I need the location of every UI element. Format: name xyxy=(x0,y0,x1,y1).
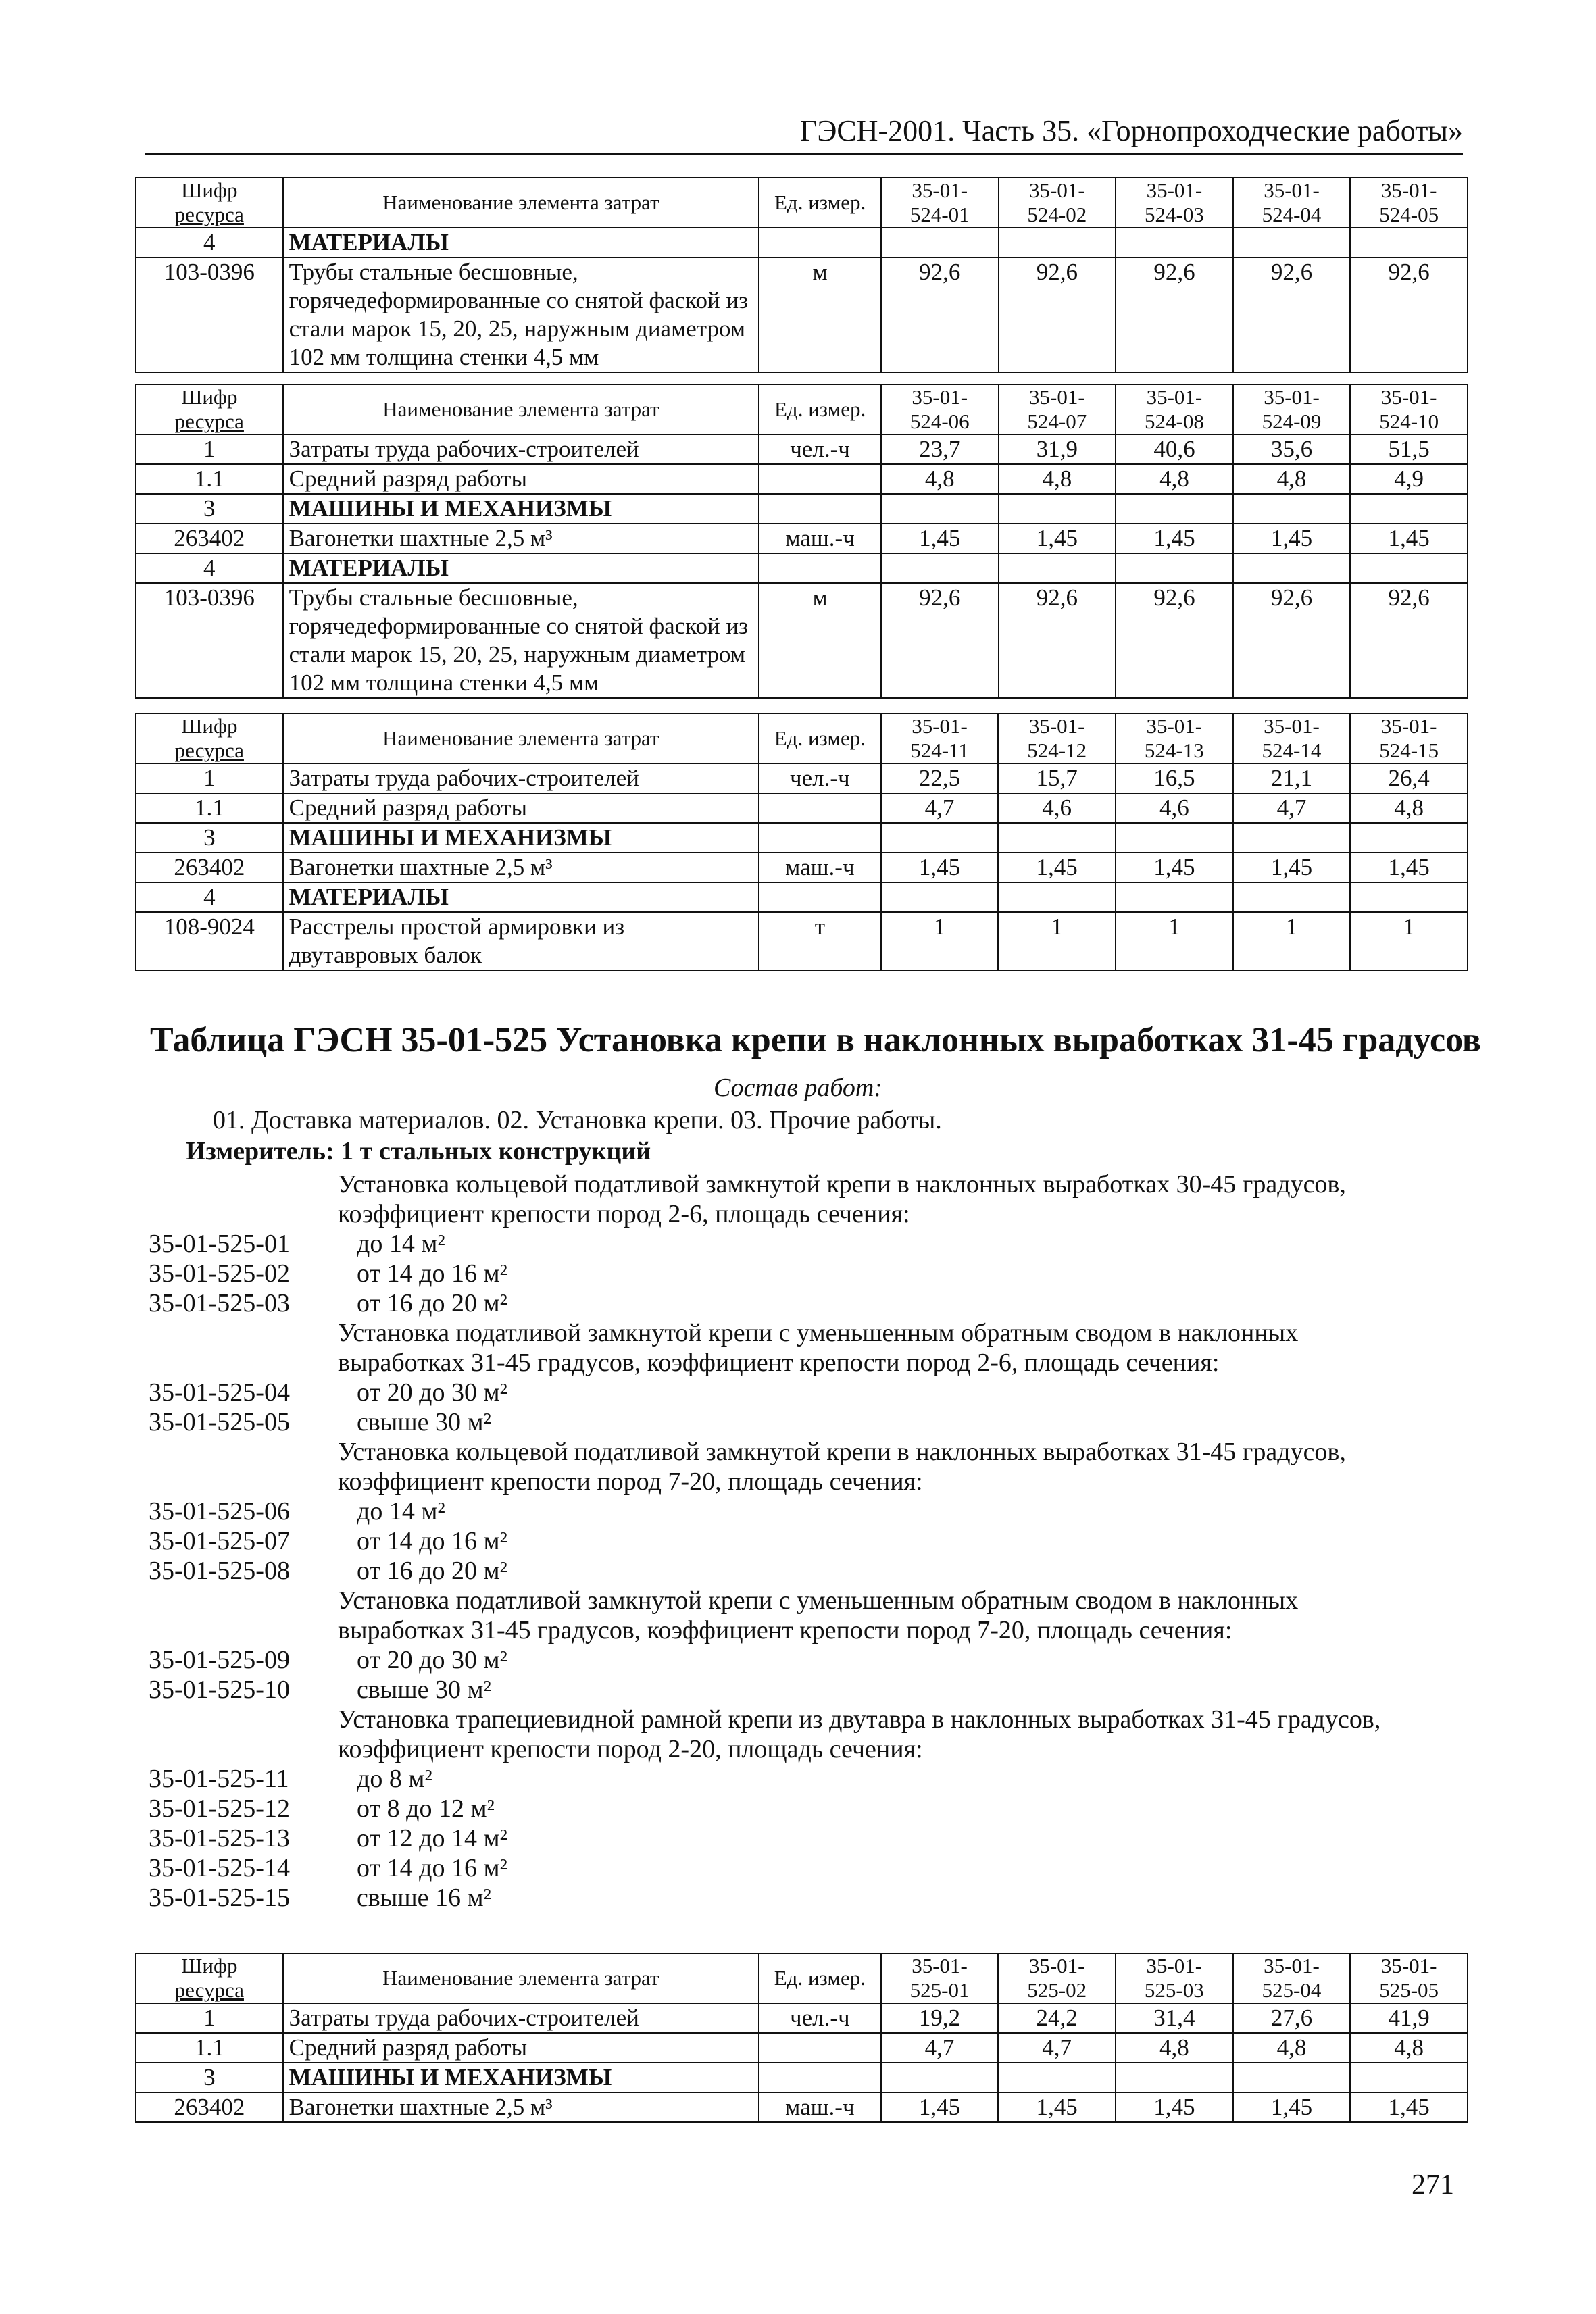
norm-value: 1 xyxy=(881,912,999,970)
norm-value: 1,45 xyxy=(1233,524,1351,553)
norm-value: 4,8 xyxy=(1116,464,1233,494)
norm-value xyxy=(881,823,999,853)
norm-value xyxy=(881,882,999,912)
col-unit: Ед. измер. xyxy=(759,384,881,434)
norm-value xyxy=(881,2063,999,2092)
norm-value: 92,6 xyxy=(1233,257,1351,372)
page-header: ГЭСН-2001. Часть 35. «Горнопроходческие работы» xyxy=(145,114,1463,155)
norm-value: 1,45 xyxy=(998,2092,1116,2122)
table-row xyxy=(136,823,1468,853)
col-norm: 35-01- 524-01 xyxy=(881,178,999,228)
group-description: коэффициент крепости пород 2-20, площадь сечения: xyxy=(338,1735,923,1763)
norm-value: 1,45 xyxy=(881,2092,999,2122)
table-row xyxy=(136,464,1468,494)
resource-name: Вагонетки шахтные 2,5 м³ xyxy=(283,524,759,553)
norm-value: 1 xyxy=(1116,912,1233,970)
col-norm: 35-01- 524-02 xyxy=(999,178,1116,228)
col-name: Наименование элемента затрат xyxy=(283,1953,759,2003)
resource-name: Затраты труда рабочих-строителей xyxy=(283,763,759,793)
norm-code: 35-01-525-05 xyxy=(149,1408,290,1436)
norm-value: 1,45 xyxy=(881,853,999,882)
norm-value: 31,9 xyxy=(999,434,1116,464)
col-code: Шифр ресурса xyxy=(136,384,283,434)
norm-value: 1,45 xyxy=(1233,853,1351,882)
norm-code: 35-01-525-15 xyxy=(149,1884,290,1912)
col-code: Шифр ресурса xyxy=(136,1953,283,2003)
resource-name: МАШИНЫ И МЕХАНИЗМЫ xyxy=(283,494,759,524)
resource-unit xyxy=(759,553,881,583)
col-norm: 35-01- 524-03 xyxy=(1116,178,1233,228)
resource-code: 3 xyxy=(136,2063,283,2092)
resource-table-1 xyxy=(135,177,1468,373)
table-row xyxy=(136,583,1468,698)
norm-value: 92,6 xyxy=(1116,257,1233,372)
resource-code: 103-0396 xyxy=(136,583,283,698)
group-description: Установка трапециевидной рамной крепи из двутавра в наклонных выработках 31-45 градусов, xyxy=(338,1705,1381,1734)
resource-table-3 xyxy=(135,713,1468,971)
norm-value xyxy=(998,823,1116,853)
norm-value: 4,7 xyxy=(1233,793,1351,823)
group-description: коэффициент крепости пород 7-20, площадь сечения: xyxy=(338,1467,923,1496)
group-description: коэффициент крепости пород 2-6, площадь сечения: xyxy=(338,1200,910,1228)
group-description: Установка кольцевой податливой замкнутой крепи в наклонных выработках 31-45 градусов, xyxy=(338,1438,1346,1466)
table-row xyxy=(136,553,1468,583)
col-code: Шифр ресурса xyxy=(136,713,283,763)
resource-name: Вагонетки шахтные 2,5 м³ xyxy=(283,853,759,882)
resource-name: Расстрелы простой армировки из двутавровых балок xyxy=(283,912,759,970)
norm-value: 51,5 xyxy=(1350,434,1468,464)
col-norm: 35-01- 524-04 xyxy=(1233,178,1351,228)
norm-value: 1 xyxy=(998,912,1116,970)
col-norm: 35-01- 524-11 xyxy=(881,713,999,763)
resource-code: 263402 xyxy=(136,2092,283,2122)
resource-unit xyxy=(759,823,881,853)
resource-unit xyxy=(759,494,881,524)
col-norm: 35-01- 524-13 xyxy=(1116,713,1233,763)
norm-value xyxy=(881,553,999,583)
resource-unit xyxy=(759,793,881,823)
resource-unit xyxy=(759,2063,881,2092)
norm-value xyxy=(881,494,999,524)
resource-name: Затраты труда рабочих-строителей xyxy=(283,2003,759,2033)
resource-unit xyxy=(759,882,881,912)
table-row xyxy=(136,2003,1468,2033)
norm-value: 1,45 xyxy=(1233,2092,1351,2122)
resource-code: 4 xyxy=(136,228,283,257)
norm-value xyxy=(1116,2063,1233,2092)
resource-table-2 xyxy=(135,384,1468,699)
resource-code: 263402 xyxy=(136,853,283,882)
norm-code: 35-01-525-08 xyxy=(149,1557,290,1585)
col-norm: 35-01- 525-01 xyxy=(881,1953,999,2003)
resource-code: 108-9024 xyxy=(136,912,283,970)
norm-area: от 20 до 30 м² xyxy=(357,1646,507,1674)
norm-value: 26,4 xyxy=(1350,763,1468,793)
norm-value: 1,45 xyxy=(1350,2092,1468,2122)
norm-value: 24,2 xyxy=(998,2003,1116,2033)
resource-unit: маш.-ч xyxy=(759,853,881,882)
resource-unit xyxy=(759,228,881,257)
group-description: выработках 31-45 градусов, коэффициент крепости пород 2-6, площадь сечения: xyxy=(338,1349,1220,1377)
col-norm: 35-01- 524-10 xyxy=(1350,384,1468,434)
norm-value: 4,8 xyxy=(1233,2033,1351,2063)
col-norm: 35-01- 524-12 xyxy=(998,713,1116,763)
resource-name: МАТЕРИАЛЫ xyxy=(283,553,759,583)
norm-area: свыше 30 м² xyxy=(357,1408,491,1436)
norm-area: до 14 м² xyxy=(357,1230,445,1258)
norm-value: 31,4 xyxy=(1116,2003,1233,2033)
resource-unit xyxy=(759,464,881,494)
norm-value: 4,9 xyxy=(1350,464,1468,494)
col-unit: Ед. измер. xyxy=(759,1953,881,2003)
norm-value xyxy=(1233,823,1351,853)
norm-value xyxy=(1350,823,1468,853)
norm-area: от 14 до 16 м² xyxy=(357,1527,507,1555)
norm-value xyxy=(1233,228,1351,257)
resource-unit: маш.-ч xyxy=(759,524,881,553)
resource-code: 1 xyxy=(136,763,283,793)
norm-area: от 16 до 20 м² xyxy=(357,1289,507,1317)
norm-value xyxy=(1350,228,1468,257)
col-norm: 35-01- 524-09 xyxy=(1233,384,1351,434)
norm-value: 40,6 xyxy=(1116,434,1233,464)
norm-value xyxy=(1116,553,1233,583)
norm-area: от 8 до 12 м² xyxy=(357,1794,495,1823)
resource-name: МАШИНЫ И МЕХАНИЗМЫ xyxy=(283,823,759,853)
norm-code: 35-01-525-02 xyxy=(149,1259,290,1288)
header-row xyxy=(136,178,1468,228)
resource-code: 1.1 xyxy=(136,464,283,494)
table-row xyxy=(136,2033,1468,2063)
resource-name: Затраты труда рабочих-строителей xyxy=(283,434,759,464)
norm-value: 92,6 xyxy=(881,257,999,372)
norm-value xyxy=(999,494,1116,524)
work-list: 01. Доставка материалов. 02. Установка крепи. 03. Прочие работы. xyxy=(213,1106,942,1134)
norm-value: 92,6 xyxy=(999,257,1116,372)
norm-value xyxy=(1116,823,1233,853)
norm-value xyxy=(999,228,1116,257)
resource-unit xyxy=(759,2033,881,2063)
norm-value xyxy=(1116,228,1233,257)
resource-code: 1.1 xyxy=(136,2033,283,2063)
resource-name: МАТЕРИАЛЫ xyxy=(283,228,759,257)
col-norm: 35-01- 524-14 xyxy=(1233,713,1351,763)
table-title: Таблица ГЭСН 35-01-525 Установка крепи в наклонных выработках 31-45 градусов xyxy=(150,1021,1481,1059)
norm-area: от 14 до 16 м² xyxy=(357,1854,507,1882)
norm-value xyxy=(881,228,999,257)
norm-area: свыше 16 м² xyxy=(357,1884,491,1912)
table-row xyxy=(136,882,1468,912)
norm-value xyxy=(1116,882,1233,912)
resource-name: Средний разряд работы xyxy=(283,793,759,823)
norm-value: 92,6 xyxy=(999,583,1116,698)
norm-value xyxy=(1350,882,1468,912)
norm-area: от 20 до 30 м² xyxy=(357,1378,507,1407)
col-unit: Ед. измер. xyxy=(759,178,881,228)
table-row xyxy=(136,2092,1468,2122)
resource-name: Трубы стальные бесшовные, горячедеформированные со снятой фаской из стали марок 15, 20, 25, наружным диаметром 102 мм толщина стенки 4,5 мм xyxy=(283,583,759,698)
norm-code: 35-01-525-06 xyxy=(149,1497,290,1526)
norm-value: 1,45 xyxy=(1116,853,1233,882)
col-norm: 35-01- 525-02 xyxy=(998,1953,1116,2003)
norm-value: 1,45 xyxy=(1350,853,1468,882)
resource-code: 1 xyxy=(136,2003,283,2033)
table-row xyxy=(136,912,1468,970)
norm-value: 4,8 xyxy=(999,464,1116,494)
norm-value: 1,45 xyxy=(1116,524,1233,553)
norm-area: от 14 до 16 м² xyxy=(357,1259,507,1288)
resource-unit: м xyxy=(759,257,881,372)
norm-value xyxy=(1233,553,1351,583)
norm-value: 1 xyxy=(1350,912,1468,970)
resource-unit: чел.-ч xyxy=(759,763,881,793)
norm-code: 35-01-525-07 xyxy=(149,1527,290,1555)
norm-code: 35-01-525-13 xyxy=(149,1824,290,1853)
norm-value: 4,7 xyxy=(998,2033,1116,2063)
table-row xyxy=(136,763,1468,793)
resource-table-4 xyxy=(135,1953,1468,2123)
norm-value: 1,45 xyxy=(998,853,1116,882)
norm-code: 35-01-525-14 xyxy=(149,1854,290,1882)
resource-unit: чел.-ч xyxy=(759,2003,881,2033)
resource-name: Трубы стальные бесшовные, горячедеформированные со снятой фаской из стали марок 15, 20, 25, наружным диаметром 102 мм толщина стенки 4,5 мм xyxy=(283,257,759,372)
norm-value: 4,8 xyxy=(1233,464,1351,494)
table-row xyxy=(136,524,1468,553)
group-description: Установка податливой замкнутой крепи с уменьшенным обратным сводом в наклонных xyxy=(338,1319,1299,1347)
norm-value: 92,6 xyxy=(1233,583,1351,698)
resource-name: МАШИНЫ И МЕХАНИЗМЫ xyxy=(283,2063,759,2092)
norm-value xyxy=(1350,553,1468,583)
norm-value: 27,6 xyxy=(1233,2003,1351,2033)
resource-name: Средний разряд работы xyxy=(283,2033,759,2063)
table-row xyxy=(136,853,1468,882)
norm-value: 1,45 xyxy=(999,524,1116,553)
norm-value: 23,7 xyxy=(881,434,999,464)
norm-value: 21,1 xyxy=(1233,763,1351,793)
col-name: Наименование элемента затрат xyxy=(283,384,759,434)
norm-value: 1,45 xyxy=(1116,2092,1233,2122)
group-description: Установка кольцевой податливой замкнутой крепи в наклонных выработках 30-45 градусов, xyxy=(338,1170,1346,1199)
norm-code: 35-01-525-12 xyxy=(149,1794,290,1823)
norm-value: 92,6 xyxy=(1116,583,1233,698)
col-unit: Ед. измер. xyxy=(759,713,881,763)
table-row xyxy=(136,257,1468,372)
table-row xyxy=(136,793,1468,823)
resource-name: Вагонетки шахтные 2,5 м³ xyxy=(283,2092,759,2122)
page-number: 271 xyxy=(1412,2169,1454,2200)
norm-value: 41,9 xyxy=(1350,2003,1468,2033)
norm-value: 4,6 xyxy=(1116,793,1233,823)
resource-unit: м xyxy=(759,583,881,698)
col-norm: 35-01- 524-06 xyxy=(881,384,999,434)
norm-value: 4,7 xyxy=(881,2033,999,2063)
norm-value: 1,45 xyxy=(1350,524,1468,553)
resource-code: 4 xyxy=(136,553,283,583)
norm-value: 4,8 xyxy=(1116,2033,1233,2063)
resource-unit: т xyxy=(759,912,881,970)
resource-unit: маш.-ч xyxy=(759,2092,881,2122)
norm-value: 4,8 xyxy=(1350,793,1468,823)
norm-value xyxy=(1233,882,1351,912)
col-norm: 35-01- 524-15 xyxy=(1350,713,1468,763)
resource-code: 263402 xyxy=(136,524,283,553)
norm-code: 35-01-525-10 xyxy=(149,1676,290,1704)
norm-value: 92,6 xyxy=(1350,257,1468,372)
norm-value: 19,2 xyxy=(881,2003,999,2033)
norm-code: 35-01-525-11 xyxy=(149,1765,289,1793)
norm-value: 4,6 xyxy=(998,793,1116,823)
header-row xyxy=(136,384,1468,434)
norm-value xyxy=(1233,2063,1351,2092)
norm-area: от 12 до 14 м² xyxy=(357,1824,507,1853)
norm-code: 35-01-525-09 xyxy=(149,1646,290,1674)
table-row xyxy=(136,228,1468,257)
col-norm: 35-01- 524-07 xyxy=(999,384,1116,434)
resource-code: 1.1 xyxy=(136,793,283,823)
resource-name: МАТЕРИАЛЫ xyxy=(283,882,759,912)
resource-unit: чел.-ч xyxy=(759,434,881,464)
norm-value xyxy=(999,553,1116,583)
norm-value xyxy=(1350,2063,1468,2092)
resource-code: 3 xyxy=(136,494,283,524)
group-description: выработках 31-45 градусов, коэффициент крепости пород 7-20, площадь сечения: xyxy=(338,1616,1232,1644)
col-name: Наименование элемента затрат xyxy=(283,178,759,228)
col-name: Наименование элемента затрат xyxy=(283,713,759,763)
table-row xyxy=(136,2063,1468,2092)
norm-value: 4,7 xyxy=(881,793,999,823)
norm-code: 35-01-525-03 xyxy=(149,1289,290,1317)
table-row xyxy=(136,494,1468,524)
norm-area: до 14 м² xyxy=(357,1497,445,1526)
col-code: Шифр ресурса xyxy=(136,178,283,228)
norm-value: 16,5 xyxy=(1116,763,1233,793)
norm-value xyxy=(1116,494,1233,524)
resource-name: Средний разряд работы xyxy=(283,464,759,494)
norm-value xyxy=(1233,494,1351,524)
norm-value: 4,8 xyxy=(1350,2033,1468,2063)
norm-value: 15,7 xyxy=(998,763,1116,793)
norm-value xyxy=(1350,494,1468,524)
norm-value: 92,6 xyxy=(1350,583,1468,698)
norm-value: 22,5 xyxy=(881,763,999,793)
norm-code: 35-01-525-04 xyxy=(149,1378,290,1407)
resource-code: 1 xyxy=(136,434,283,464)
group-description: Установка податливой замкнутой крепи с уменьшенным обратным сводом в наклонных xyxy=(338,1586,1299,1615)
col-norm: 35-01- 524-05 xyxy=(1350,178,1468,228)
col-norm: 35-01- 525-04 xyxy=(1233,1953,1351,2003)
norm-area: от 16 до 20 м² xyxy=(357,1557,507,1585)
col-norm: 35-01- 525-03 xyxy=(1116,1953,1233,2003)
col-norm: 35-01- 525-05 xyxy=(1350,1953,1468,2003)
header-row xyxy=(136,713,1468,763)
work-composition-heading: Состав работ: xyxy=(713,1074,883,1102)
resource-code: 103-0396 xyxy=(136,257,283,372)
resource-code: 3 xyxy=(136,823,283,853)
norm-value: 1 xyxy=(1233,912,1351,970)
resource-code: 4 xyxy=(136,882,283,912)
measure-unit: Измеритель: 1 т стальных конструкций xyxy=(186,1137,651,1165)
norm-value: 35,6 xyxy=(1233,434,1351,464)
norm-area: свыше 30 м² xyxy=(357,1676,491,1704)
norm-value: 92,6 xyxy=(881,583,999,698)
norm-code: 35-01-525-01 xyxy=(149,1230,290,1258)
norm-value xyxy=(998,882,1116,912)
norm-area: до 8 м² xyxy=(357,1765,432,1793)
norm-value: 1,45 xyxy=(881,524,999,553)
table-row xyxy=(136,434,1468,464)
col-norm: 35-01- 524-08 xyxy=(1116,384,1233,434)
norm-value xyxy=(998,2063,1116,2092)
header-row xyxy=(136,1953,1468,2003)
norm-value: 4,8 xyxy=(881,464,999,494)
